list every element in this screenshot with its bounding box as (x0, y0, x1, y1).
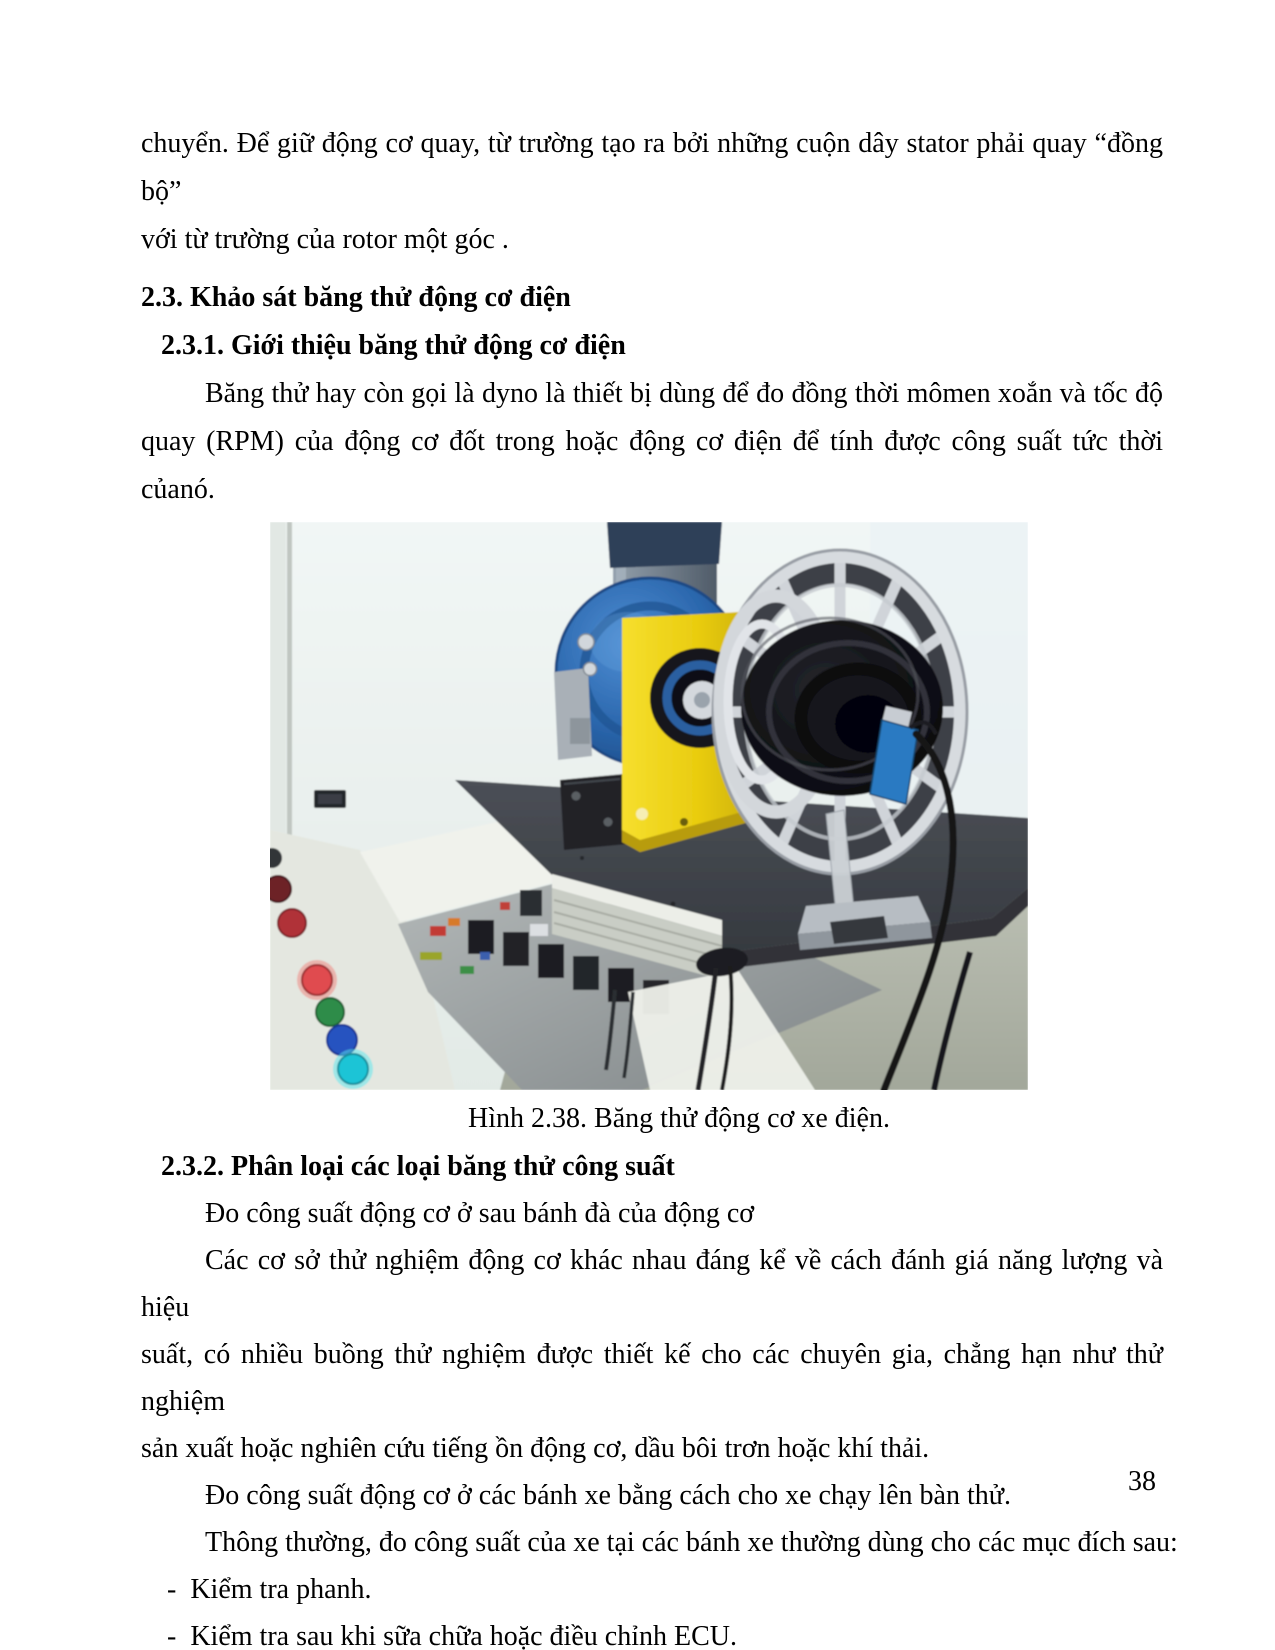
figure-caption: Hình 2.38. Băng thử động cơ xe điện. (468, 1103, 890, 1134)
text-line: sản xuất hoặc nghiên cứu tiếng ồn động cơ, dầu bôi trơn hoặc khí thải. (141, 1433, 930, 1464)
paragraph-intro (141, 120, 1163, 264)
list-item-text: Kiểm tra sau khi sữa chữa hoặc điều chỉnh ECU. (190, 1621, 737, 1650)
text-line: suất, có nhiều buồng thử nghiệm được thiết kế cho các chuyên gia, chẳng hạn như thử nghiệm (141, 1339, 1163, 1417)
dyno-photo (270, 522, 1028, 1090)
figure-dyno (270, 522, 1028, 1143)
paragraph-facilities (141, 1237, 1163, 1472)
list-dash: - (167, 1574, 177, 1605)
list-item-brake-check (141, 1566, 1163, 1613)
text-line: Các cơ sở thử nghiệm động cơ khác nhau đáng kể về cách đánh giá năng lượng và hiệu (141, 1245, 1163, 1323)
button-red (278, 909, 306, 937)
list-item-text: Kiểm tra phanh. (190, 1574, 372, 1605)
paragraph-dyno-definition (141, 370, 1163, 514)
paragraph-purposes (141, 1519, 1178, 1566)
button-cyan (338, 1054, 368, 1084)
text-line: với từ trường của rotor một góc . (141, 224, 509, 255)
button-bright-red (302, 965, 332, 995)
list-dash: - (167, 1621, 177, 1650)
paragraph-flywheel (141, 1190, 1163, 1237)
list-item-ecu-check (141, 1613, 1163, 1650)
button-green (316, 998, 344, 1026)
text-line: Đo công suất động cơ ở sau bánh đà của động cơ (205, 1198, 755, 1229)
page-number: 38 (1128, 1466, 1156, 1497)
text-line: chuyển. Để giữ động cơ quay, từ trường tạo ra bởi những cuộn dây stator phải quay “đồng bộ” (141, 128, 1163, 207)
mounting-bracket (560, 774, 628, 850)
text-line: Đo công suất động cơ ở các bánh xe bằng cách cho xe chạy lên bàn thử. (205, 1480, 1011, 1511)
button-dark-red (270, 876, 291, 902)
heading-2-3-2: 2.3.2. Phân loại các loại băng thử công suất (161, 1151, 675, 1182)
text-line: quay (RPM) của động cơ đốt trong hoặc động cơ điện để tính được công suất tức thời củanó. (141, 426, 1163, 505)
text-line: Băng thử hay còn gọi là dyno là thiết bị dùng để đo đồng thời mômen xoắn và tốc độ (205, 378, 1163, 409)
heading-2-3-1: 2.3.1. Giới thiệu băng thử động cơ điện (161, 330, 626, 361)
text-line: Thông thường, đo công suất của xe tại các bánh xe thường dùng cho các mục đích sau: (205, 1527, 1178, 1558)
heading-2-3: 2.3. Khảo sát băng thử động cơ điện (141, 282, 571, 313)
paragraph-wheel-power (141, 1472, 1163, 1519)
